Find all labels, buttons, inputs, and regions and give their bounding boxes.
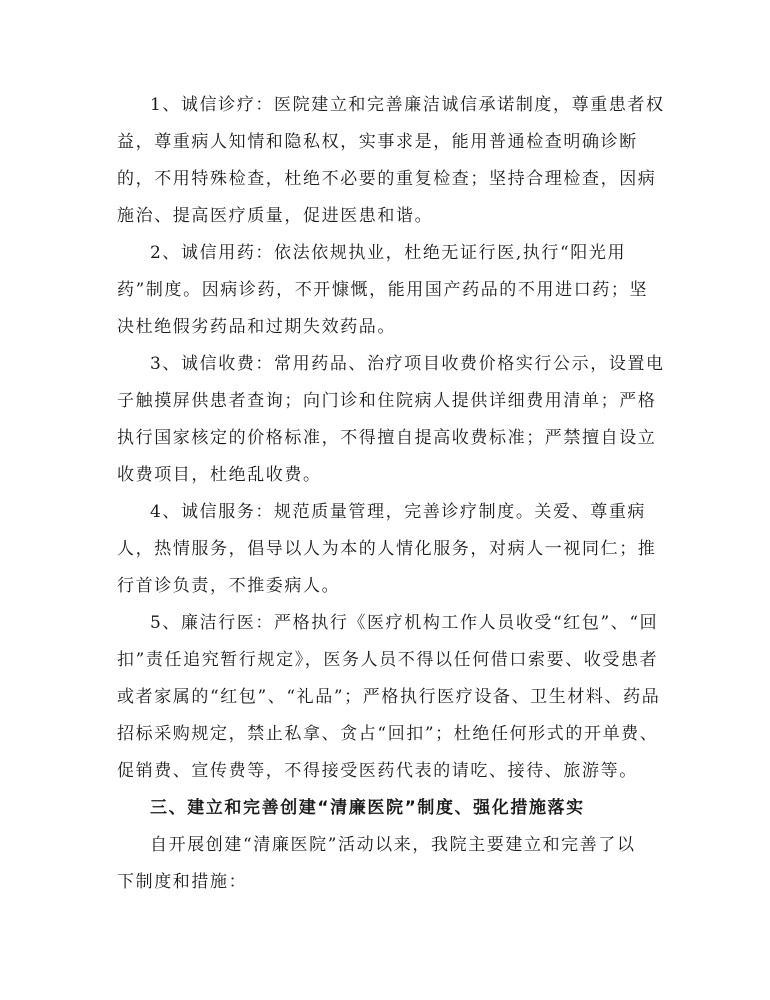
paragraph-1-line-3: 的，不用特殊检查，杜绝不必要的重复检查；坚持合理检查，因病 [117,169,657,189]
section-heading: 三、建立和完善创建“清廉医院”制度、强化措施落实 [150,798,585,818]
paragraph-2-line-3: 决杜绝假劣药品和过期失效药品。 [117,317,396,337]
paragraph-5-line-5: 促销费、宣传费等，不得接受医药代表的请吃、接待、旅游等。 [117,761,638,781]
paragraph-6-line-1: 自开展创建“清廉医院”活动以来，我院主要建立和完善了以 [150,835,636,855]
paragraph-1-line-1: 1、诚信诊疗：医院建立和完善廉洁诚信承诺制度，尊重患者权 [150,95,665,115]
paragraph-5-line-3: 或者家属的“红包”、“礼品”；严格执行医疗设备、卫生材料、药品 [117,687,661,707]
paragraph-1-line-2: 益，尊重病人知情和隐私权，实事求是，能用普通检查明确诊断 [117,132,638,152]
paragraph-4-line-3: 行首诊负责，不推委病人。 [117,576,341,596]
paragraph-6-line-2: 下制度和措施： [117,872,248,892]
paragraph-5-line-2: 扣”责任追究暂行规定》，医务人员不得以任何借口索要、收受患者 [117,650,659,670]
paragraph-2-line-1: 2、诚信用药：依法依规执业，杜绝无证行医,执行“阳光用 [150,243,627,263]
paragraph-3-line-1: 3、诚信收费：常用药品、治疗项目收费价格实行公示，设置电 [150,354,665,374]
paragraph-1-line-4: 施治、提高医疗质量，促进医患和谐。 [117,206,434,226]
paragraph-5-line-1: 5、廉洁行医：严格执行《医疗机构工作人员收受“红包”、“回 [150,613,659,633]
paragraph-4-line-2: 人，热情服务，倡导以人为本的人情化服务，对病人一视同仁；推 [117,539,657,559]
paragraph-3-line-2: 子触摸屏供患者查询；向门诊和住院病人提供详细费用清单；严格 [117,391,657,411]
paragraph-4-line-1: 4、诚信服务：规范质量管理，完善诊疗制度。关爱、尊重病 [150,502,647,522]
paragraph-2-line-2: 药”制度。因病诊药，不开慷慨，能用国产药品的不用进口药；坚 [117,280,649,300]
paragraph-5-line-4: 招标采购规定，禁止私拿、贪占“回扣”；杜绝任何形式的开单费、 [117,724,659,744]
paragraph-3-line-4: 收费项目，杜绝乱收费。 [117,465,322,485]
paragraph-3-line-3: 执行国家核定的价格标准，不得擅自提高收费标准；严禁擅自设立 [117,428,657,448]
